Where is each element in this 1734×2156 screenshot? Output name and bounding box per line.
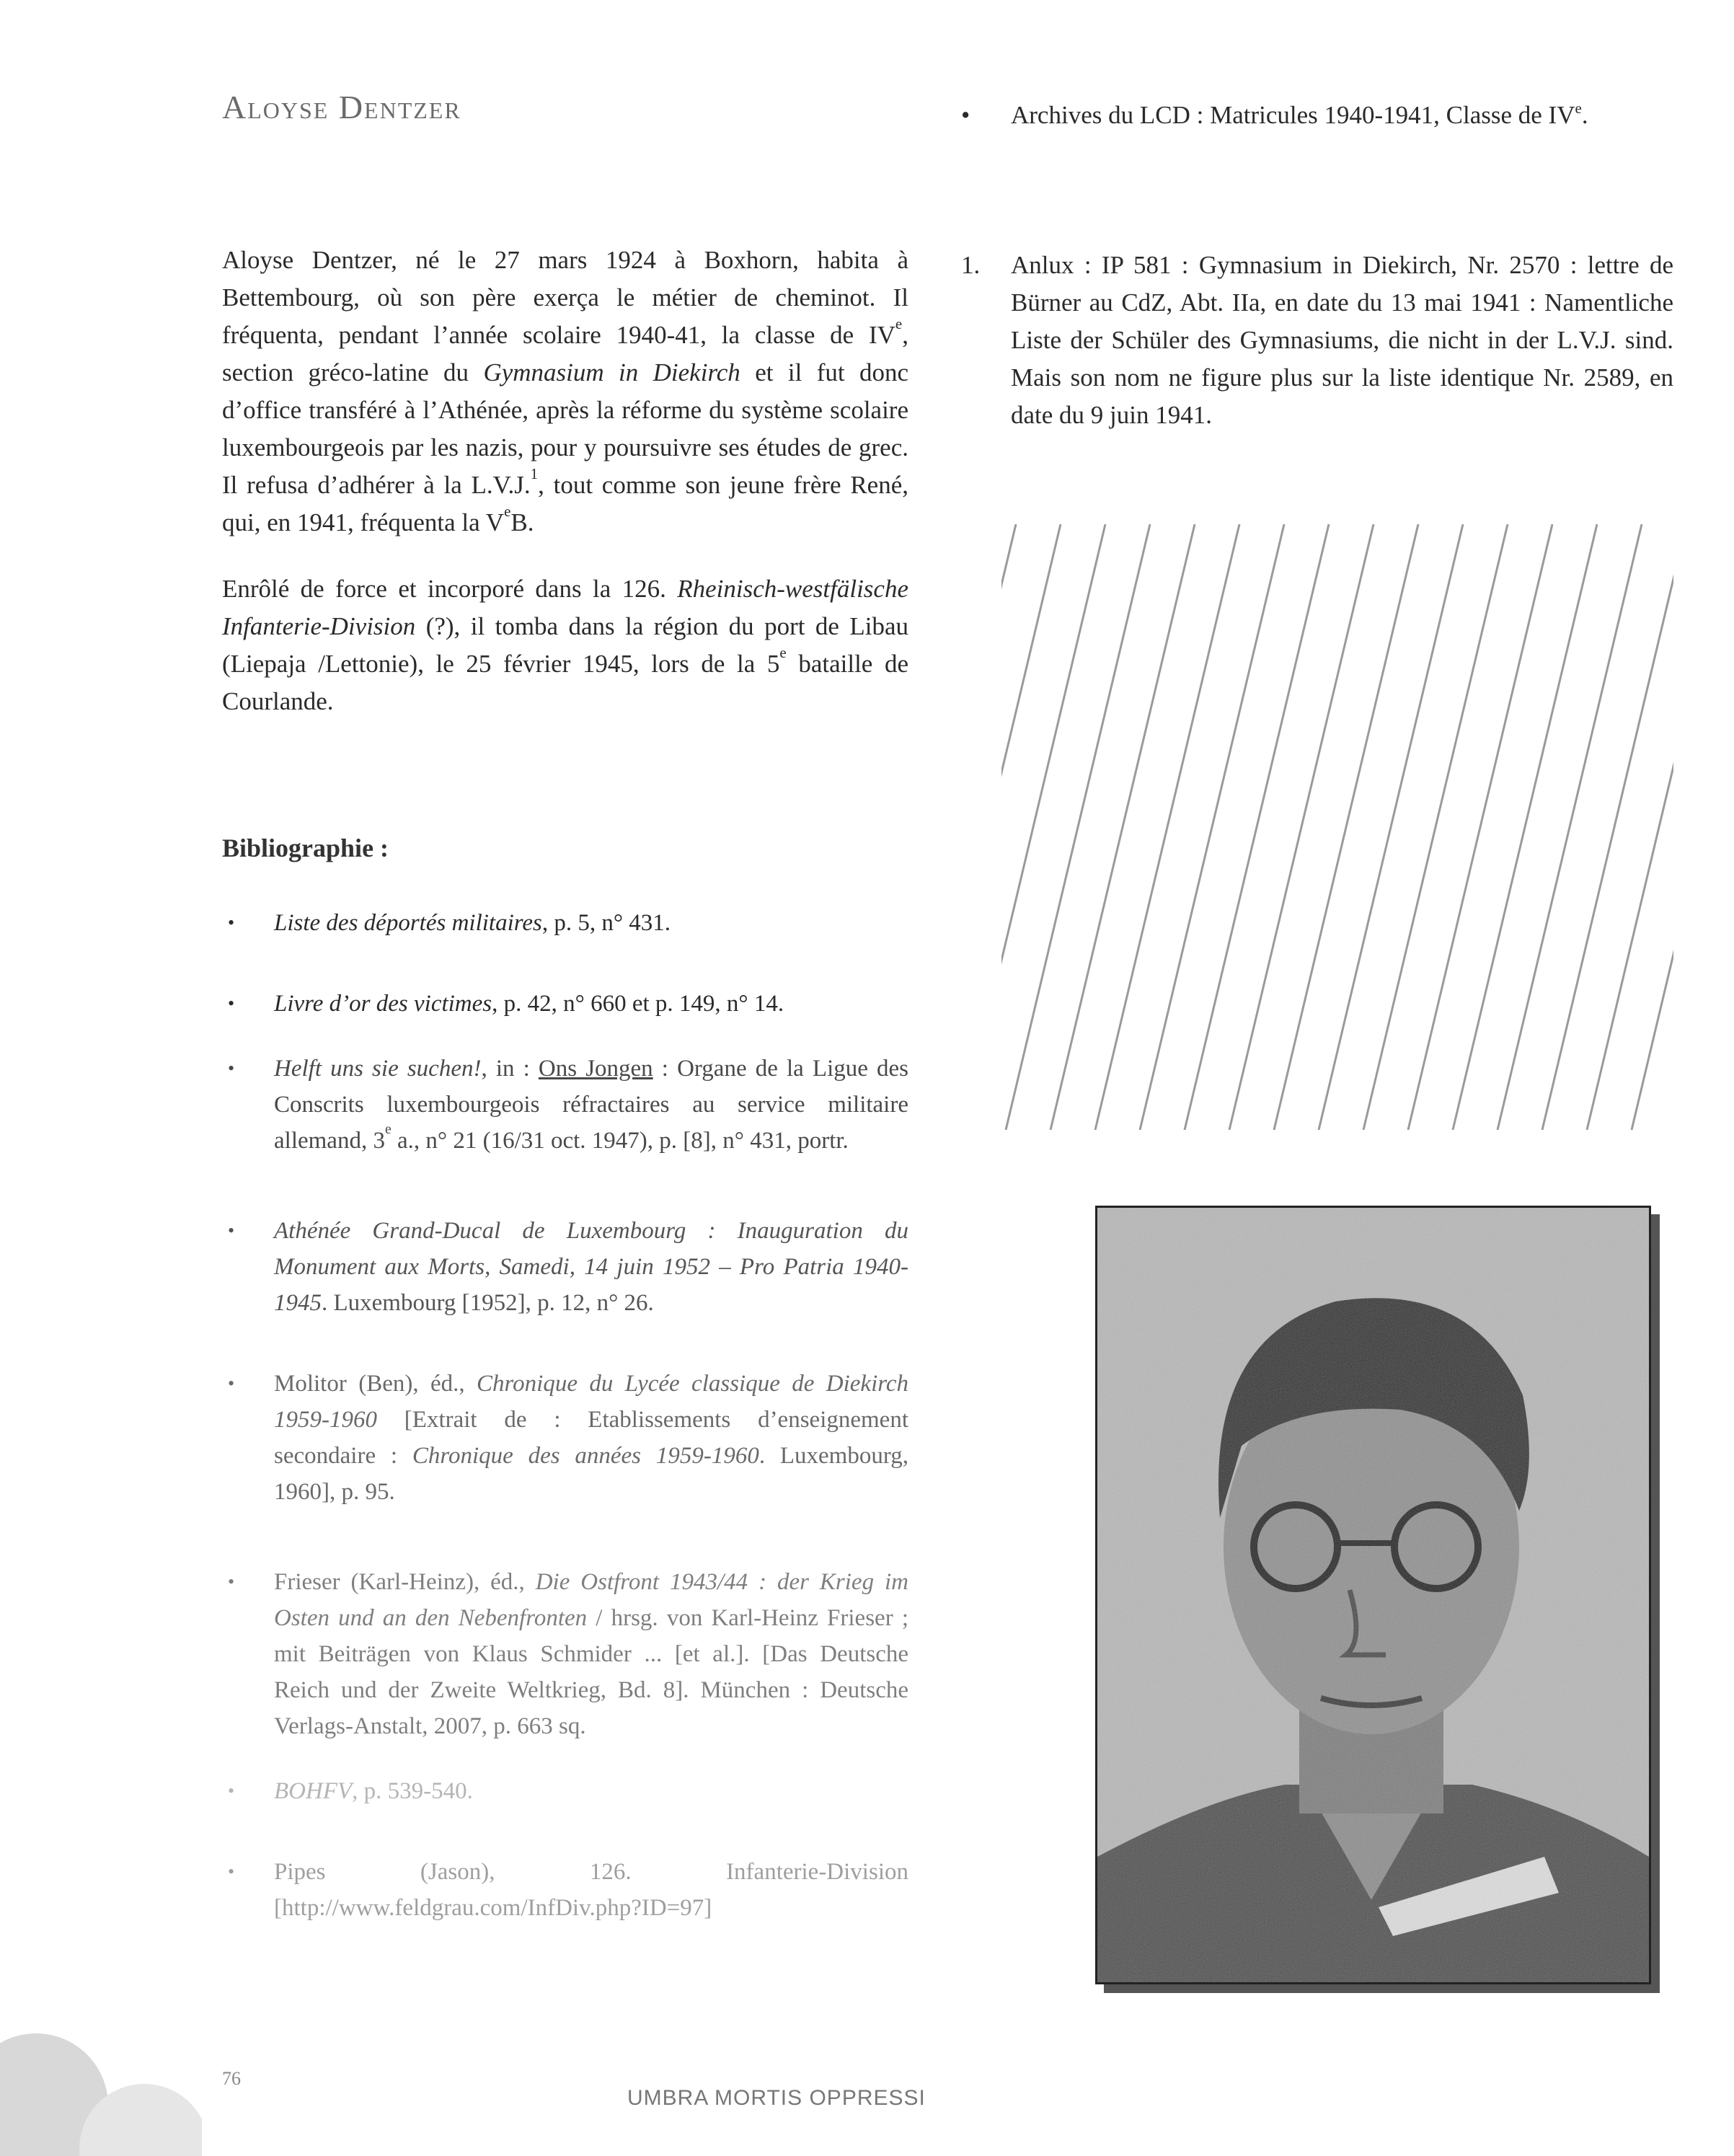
bullet-icon: •	[228, 1571, 235, 1592]
footnotes	[961, 247, 1673, 434]
text-segment: Rheinisch-westfälische Infanterie-Division	[222, 575, 908, 640]
bibliography-item	[222, 1051, 908, 1159]
text-segment: e	[504, 503, 511, 520]
bullet-icon: •	[228, 1373, 235, 1394]
portrait-photo	[1095, 1206, 1651, 1984]
text-segment: Die Ostfront 1943/44 : der Krieg im Osten und an den Nebenfronten	[274, 1569, 908, 1631]
hatch-line	[1095, 524, 1239, 1130]
hatch-line	[1274, 524, 1418, 1130]
page-number: 76	[222, 2068, 241, 2089]
bibliography-heading: Bibliographie :	[222, 834, 389, 862]
text-segment: Pipes (Jason), 126. Infanterie-Division [http://www.feldgrau.com/InfDiv.php?ID=97]	[274, 1859, 908, 1921]
text-segment: bataille de Courlande.	[222, 650, 908, 715]
text-segment: Aloyse Dentzer, né le 27 mars 1924 à Boxhorn, habita à Bettembourg, où son père exerça le métier de cheminot. Il fréquenta, pendant l’année scolaire 1940-41, la classe de IV	[222, 246, 908, 349]
bibliography-item	[222, 1564, 908, 1744]
text-segment: , p. 42, n° 660 et p. 149, n° 14.	[492, 991, 784, 1017]
hatch-line	[1319, 524, 1463, 1130]
text-segment: 1	[530, 465, 539, 482]
text-segment: BOHFV	[274, 1778, 353, 1804]
bullet-icon: •	[228, 912, 235, 933]
text-segment: , in :	[481, 1056, 539, 1082]
text-segment: Helft uns sie suchen!	[274, 1056, 482, 1082]
text-segment: / hrsg. von Karl-Heinz Frieser ; mit Beiträgen von Klaus Schmider ... [et al.]. [Das Deutsche Reich und der Zweite Weltkrieg, Bd. 8]. München : Deutsche Verlags-Anstalt, 2007, p. 663 sq.	[274, 1605, 908, 1739]
bibliography-item	[222, 1213, 908, 1321]
text-segment: , p. 5, n° 431.	[541, 910, 671, 936]
bibliography-list	[222, 905, 908, 1926]
text-segment: B.	[510, 508, 534, 536]
text-segment: Athénée Grand-Ducal de Luxembourg : Inauguration du Monument aux Morts, Samedi, 14 juin 1952 – Pro Patria 1940-1945	[274, 1218, 908, 1316]
hatch-line	[1408, 524, 1552, 1130]
text-segment: Livre d’or des victimes	[274, 991, 492, 1017]
hatch-line	[1587, 524, 1673, 1130]
text-segment: . Luxembourg, 1960], p. 95.	[274, 1443, 908, 1505]
text-segment: Chronique des années 1959-1960	[412, 1443, 759, 1469]
text-segment: , tout comme son jeune frère René, qui, en 1941, fréquenta la V	[222, 471, 908, 536]
bullet-icon: •	[228, 1058, 235, 1079]
biography	[222, 242, 908, 749]
bibliography-item	[222, 1366, 908, 1510]
text-segment: et il fut donc d’office transféré à l’Athénée, après la réforme du système scolaire luxembourgeois par les nazis, pour y poursuivre ses études de grec. Il refusa d’adhérer à la L.V.J.	[222, 358, 908, 499]
text-segment: e	[779, 644, 787, 661]
hatch-line	[1140, 524, 1284, 1130]
bibliography-item	[222, 905, 908, 941]
archive-text: Archives du LCD : Matricules 1940-1941, Classe de IV	[1011, 101, 1575, 129]
hatch-line	[1453, 524, 1597, 1130]
bibliography-item	[222, 1773, 908, 1809]
hatch-line	[1006, 524, 1150, 1130]
hatch-pattern	[1001, 524, 1673, 1130]
text-segment: e	[895, 315, 903, 332]
text-segment: . Luxembourg [1952], p. 12, n° 26.	[322, 1290, 654, 1316]
bullet-icon: •	[228, 1220, 235, 1241]
bullet-icon: •	[228, 1780, 235, 1801]
archive-sup: e	[1575, 100, 1582, 117]
text-segment: , p. 539-540.	[352, 1778, 473, 1804]
text-segment: e	[384, 1121, 392, 1137]
hatch-line	[1229, 524, 1374, 1130]
text-segment: a., n° 21 (16/31 oct. 1947), p. [8], n° 431, portr.	[391, 1128, 849, 1154]
bullet-icon: •	[228, 993, 235, 1014]
archive-reference	[961, 101, 1682, 130]
hatch-line	[1185, 524, 1329, 1130]
page-title: Aloyse Dentzer	[222, 89, 461, 125]
running-title: UMBRA MORTIS OPPRESSI	[627, 2086, 926, 2110]
archive-end: .	[1581, 101, 1588, 129]
text-segment: (?), il tomba dans la région du port de Libau (Liepaja /Lettonie), le 25 février 1945, lors de la 5	[222, 612, 908, 678]
hatch-line	[1498, 524, 1642, 1130]
footnote	[961, 247, 1673, 434]
biography-paragraph	[222, 570, 908, 720]
hatch-line	[1001, 524, 1061, 1130]
bullet-icon: •	[228, 1861, 235, 1882]
footnote-number: 1.	[961, 251, 981, 279]
hatch-line	[1363, 524, 1508, 1130]
journal-link: Ons Jongen	[538, 1056, 653, 1082]
text-segment: Frieser (Karl-Heinz), éd.,	[274, 1569, 536, 1595]
text-segment: , section gréco-latine du	[222, 321, 908, 386]
hatch-line	[1001, 524, 1105, 1130]
biography-paragraph	[222, 242, 908, 542]
portrait-image	[1097, 1208, 1649, 1982]
text-segment: Molitor (Ben), éd.,	[274, 1371, 477, 1397]
text-segment: : Organe de la Ligue des Conscrits luxembourgeois réfractaires au service militaire allemand, 3	[274, 1056, 908, 1154]
hatch-line	[1050, 524, 1195, 1130]
hatch-line	[1001, 524, 1016, 1130]
bibliography-item	[222, 986, 908, 1022]
text-segment: Liste des déportés militaires	[274, 910, 542, 936]
text-segment: Enrôlé de force et incorporé dans la 126.	[222, 575, 678, 603]
text-segment: [Extrait de : Etablissements d’enseignement secondaire :	[274, 1407, 908, 1469]
decorative-balls	[0, 1997, 202, 2156]
text-segment: Gymnasium in Diekirch	[483, 358, 740, 386]
bullet: •	[961, 101, 970, 129]
bibliography-item	[222, 1854, 908, 1926]
footnote-text: Anlux : IP 581 : Gymnasium in Diekirch, Nr. 2570 : lettre de Bürner au CdZ, Abt. IIa, en date du 13 mai 1941 : Namentliche Liste der Schüler des Gymnasiums, die nicht in der L.V.J. sind. Mais son nom ne figure plus sur la liste identique Nr. 2589, en date du 9 juin 1941.	[1011, 251, 1673, 429]
text-segment: Chronique du Lycée classique de Diekirch 1959-1960	[274, 1371, 909, 1433]
hatch-line	[1632, 524, 1673, 1130]
